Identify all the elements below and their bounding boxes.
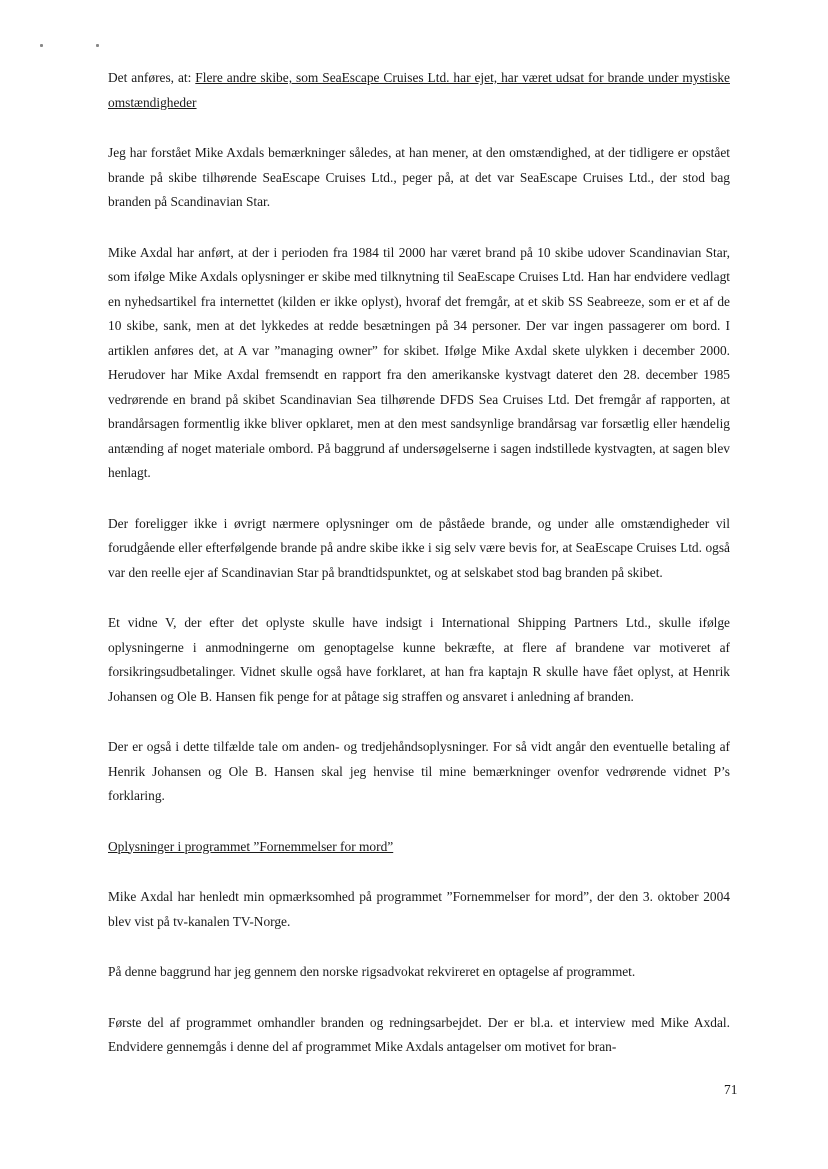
paragraph: Et vidne V, der efter det oplyste skulle have indsigt i International Shipping Partners Ltd., skulle ifølge oplysningerne i anmodningerne om genoptagelse kunne bekræfte, at flere af brandene var motiveret af forsikringsudbetalinger. Vidnet skulle også have forklaret, at han fra kaptajn R skulle have fået oplyst, at Henrik Johansen og Ole B. Hansen fik penge for at påtage sig straffen og ansvaret i anledning af branden.: [108, 615, 730, 704]
scan-artifact: [96, 44, 99, 47]
claim-title: Flere andre skibe, som SeaEscape Cruises Ltd. har ejet, har været udsat for brande under mystiske omstændigheder: [108, 70, 730, 110]
section-heading-text: Oplysninger i programmet ”Fornemmelser for mord”: [108, 838, 394, 854]
scan-artifact: [40, 44, 43, 47]
paragraph: Første del af programmet omhandler branden og redningsarbejdet. Der er bl.a. et interview med Mike Axdal. Endvidere gennemgås i denne del af programmet Mike Axdals antagelser om motivet for bran-: [108, 1014, 730, 1054]
claim-lead: Det anføres, at:: [108, 70, 196, 85]
paragraph: Jeg har forstået Mike Axdals bemærkninger således, at han mener, at den omstændighed, at der tidligere er opstået brande på skibe tilhørende SeaEscape Cruises Ltd., peger på, at det var SeaEscape Cruises Ltd., der stod bag branden på Scandinavian Star.: [108, 145, 730, 209]
paragraph: Der er også i dette tilfælde tale om anden- og tredjehåndsoplysninger. For så vidt angår den eventuelle betaling af Henrik Johansen og Ole B. Hansen skal jeg henvise til mine bemærkninger ovenfor vedrørende vidnet P’s forklaring.: [108, 739, 730, 803]
paragraph: Mike Axdal har anført, at der i perioden fra 1984 til 2000 har været brand på 10 skibe udover Scandinavian Star, som ifølge Mike Axdals oplysninger er skibe med tilknytning til SeaEscape Cruises Ltd. Han har endvidere vedlagt en nyhedsartikel fra internettet (kilden er ikke oplyst), hvoraf det fremgår, at et skib SS Seabreeze, som er et af de 10 skibe, sank, men at det lykkedes at redde besætningen på 34 personer. Der var ingen passagerer om bord. I artiklen anføres det, at A var ”managing owner” for skibet. Ifølge Mike Axdal skete ulykken i december 2000. Herudover har Mike Axdal fremsendt en rapport fra den amerikanske kystvagt dateret den 28. december 1985 vedrørende en brand på skibet Scandinavian Sea tilhørende DFDS Sea Cruises Ltd. Det fremgår af rapporten, at brandårsagen formentlig ikke bliver opklaret, men at den mest sandsynlige brandårsag var forsætlig eller hændelig antænding af noget materiale ombord. På baggrund af undersøgelserne i sagen indstillede kystvagten, at sagen blev henlagt.: [108, 244, 730, 480]
section-heading: [108, 835, 730, 860]
page-number: 71: [724, 1082, 738, 1097]
paragraph: På denne baggrund har jeg gennem den norske rigsadvokat rekvireret en optagelse af programmet.: [108, 964, 636, 979]
paragraph-claim-heading: [108, 66, 730, 115]
paragraph: Mike Axdal har henledt min opmærksomhed på programmet ”Fornemmelser for mord”, der den 3. oktober 2004 blev vist på tv-kanalen TV-Norge.: [108, 889, 730, 929]
document-body: [108, 66, 730, 1086]
paragraph: Der foreligger ikke i øvrigt nærmere oplysninger om de påståede brande, og under alle omstændigheder vil forudgående eller efterfølgende brande på andre skibe ikke i sig selv være bevis for, at SeaEscape Cruises Ltd. også var den reelle ejer af Scandinavian Star på brandtidspunktet, og at selskabet stod bag branden på skibet.: [108, 515, 730, 580]
